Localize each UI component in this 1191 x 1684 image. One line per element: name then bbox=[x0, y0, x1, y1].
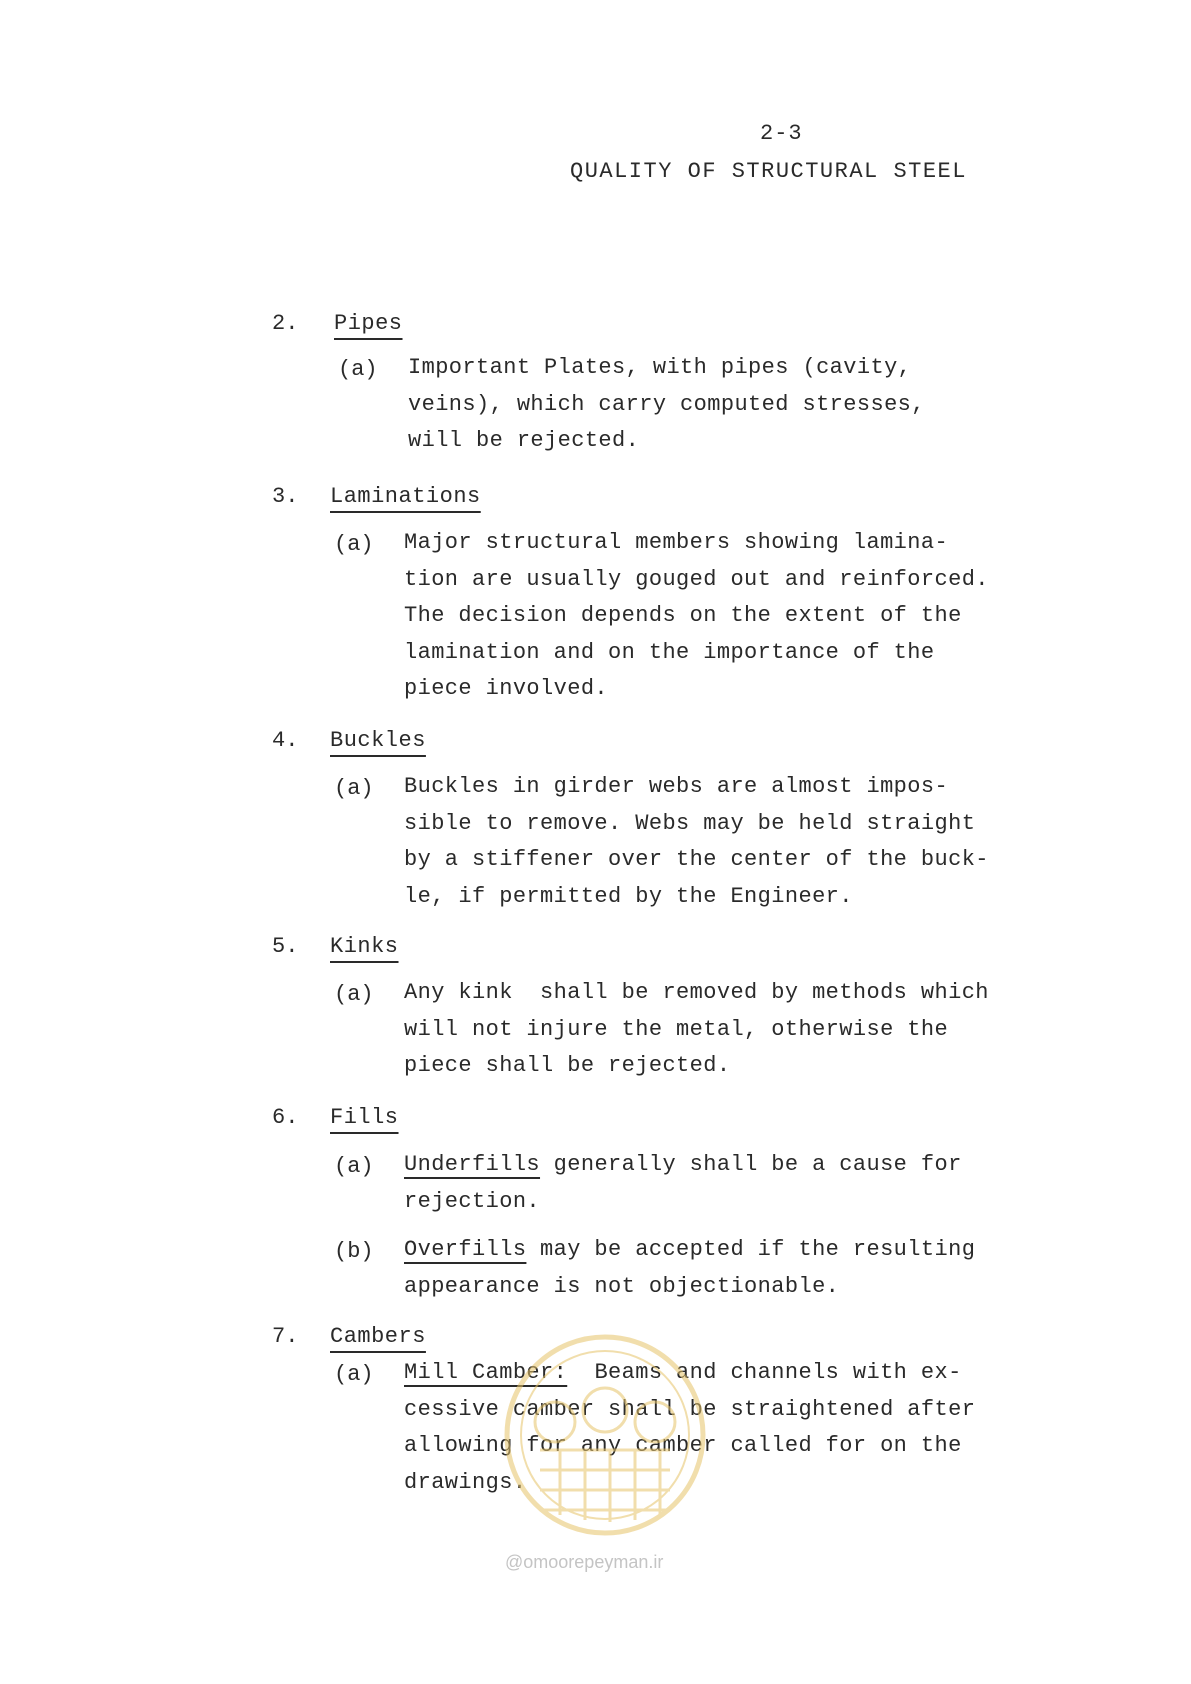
line: Major structural members showing lamina- bbox=[404, 530, 949, 555]
line: piece shall be rejected. bbox=[404, 1053, 731, 1078]
section-6-item-b-text bbox=[404, 1232, 975, 1305]
section-3-item-a-label: (a) bbox=[334, 532, 374, 557]
line: Buckles in girder webs are almost impos- bbox=[404, 774, 949, 799]
section-6-item-a-label: (a) bbox=[334, 1154, 374, 1179]
section-5-number: 5. bbox=[272, 934, 299, 959]
line: drawings. bbox=[404, 1469, 527, 1495]
line: The decision depends on the extent of the bbox=[404, 603, 962, 628]
line: appearance is not objectionable. bbox=[404, 1273, 840, 1299]
section-6-title: Fills bbox=[330, 1105, 399, 1130]
line: will not injure the metal, otherwise the bbox=[404, 1016, 949, 1042]
watermark-text: @omoorepeyman.ir bbox=[505, 1552, 664, 1572]
overfills-term: Overfills bbox=[404, 1237, 527, 1262]
mill-camber-term: Mill Camber: bbox=[404, 1360, 568, 1385]
section-6-number: 6. bbox=[272, 1105, 299, 1130]
section-4-item-a-label: (a) bbox=[334, 776, 374, 801]
line: allowing for any camber called for on the bbox=[404, 1433, 962, 1458]
section-7-number: 7. bbox=[272, 1324, 299, 1349]
line: by a stiffener over the center of the buck- bbox=[404, 847, 989, 872]
section-5-item-a-label: (a) bbox=[334, 982, 374, 1007]
section-3-title: Laminations bbox=[330, 484, 481, 509]
section-3-item-a-text bbox=[404, 525, 989, 708]
line: tion are usually gouged out and reinforced. bbox=[404, 566, 989, 592]
section-5-title: Kinks bbox=[330, 934, 399, 959]
line: may be accepted if the resulting bbox=[526, 1237, 976, 1262]
underfills-term: Underfills bbox=[404, 1152, 541, 1177]
section-6-item-a-text bbox=[404, 1147, 962, 1220]
section-4-item-a-text bbox=[404, 769, 989, 915]
section-2-title: Pipes bbox=[334, 311, 403, 336]
section-2-number: 2. bbox=[272, 311, 299, 336]
line: Important Plates, with pipes (cavity, bbox=[408, 355, 912, 380]
page-number: 2-3 bbox=[760, 121, 803, 146]
section-4-title: Buckles bbox=[330, 728, 426, 753]
line: Any kink shall be removed by methods which bbox=[404, 980, 989, 1005]
line: generally shall be a cause for bbox=[540, 1152, 962, 1177]
line: Beams and channels with ex- bbox=[567, 1360, 962, 1385]
line: cessive camber shall be straightened after bbox=[404, 1396, 976, 1422]
line: lamination and on the importance of the bbox=[404, 639, 935, 665]
section-4-number: 4. bbox=[272, 728, 299, 753]
line: will be rejected. bbox=[408, 428, 640, 453]
line: veins), which carry computed stresses, bbox=[408, 391, 925, 417]
line: rejection. bbox=[404, 1188, 541, 1214]
page-title: QUALITY OF STRUCTURAL STEEL bbox=[570, 159, 967, 184]
section-7-item-a-label: (a) bbox=[334, 1362, 374, 1387]
watermark-stamp-icon bbox=[500, 1330, 710, 1540]
section-2-item-a-label: (a) bbox=[338, 357, 378, 382]
line: piece involved. bbox=[404, 676, 609, 701]
section-5-item-a-text bbox=[404, 975, 989, 1085]
section-7-title: Cambers bbox=[330, 1324, 426, 1349]
line: sible to remove. Webs may be held straight bbox=[404, 810, 976, 836]
section-3-number: 3. bbox=[272, 484, 299, 509]
section-6-item-b-label: (b) bbox=[334, 1239, 374, 1264]
line: le, if permitted by the Engineer. bbox=[404, 883, 853, 909]
section-2-item-a-text bbox=[408, 350, 925, 460]
